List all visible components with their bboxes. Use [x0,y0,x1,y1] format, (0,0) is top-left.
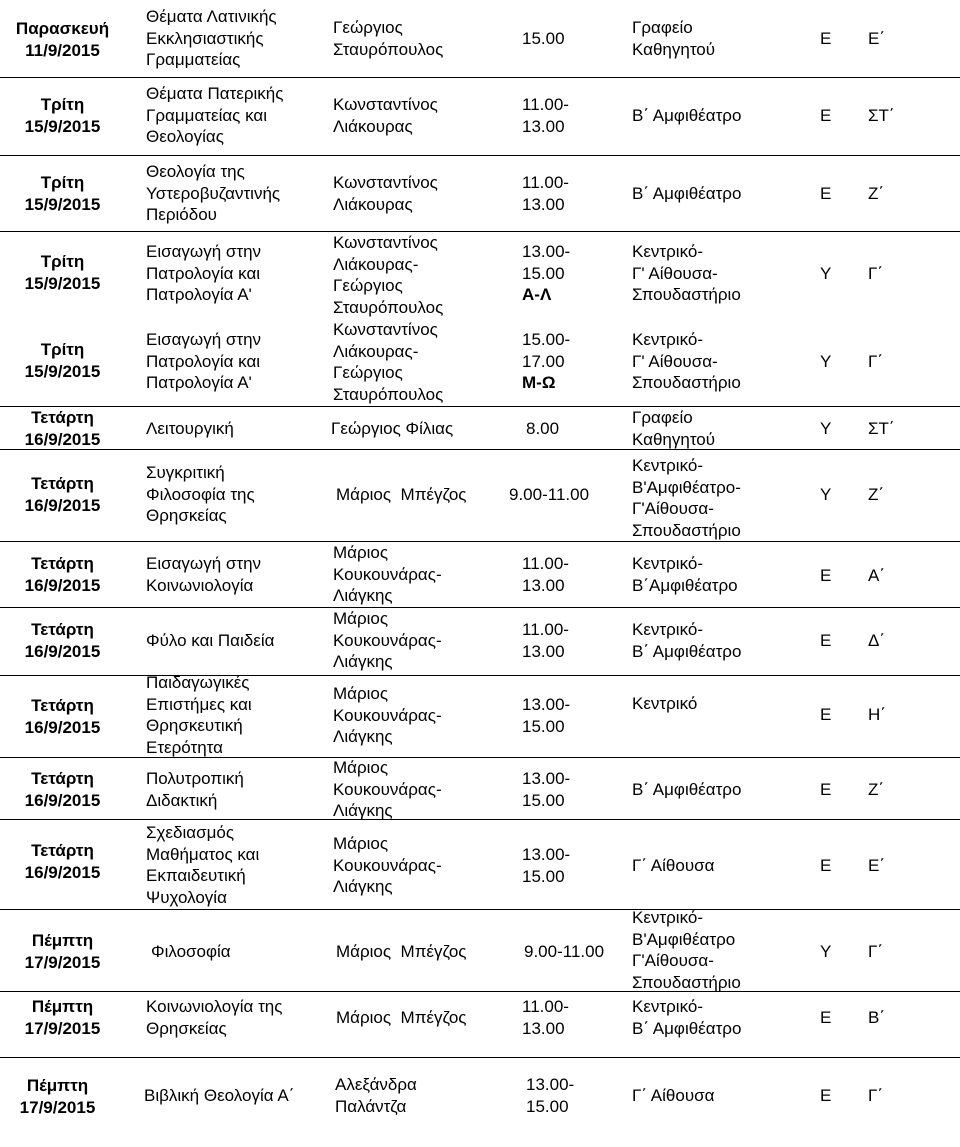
exam-time: 15.00 [522,29,565,48]
course-semester: ΣΤ΄ [868,106,895,125]
professor-name: Γεώργιος Φίλιας [331,419,454,438]
professor-name: Κωνσταντίνος Λιάκουρας [333,173,438,214]
table-row [0,450,960,542]
exam-time: 13.00- 15.00 [526,1075,575,1116]
exam-date: Τετάρτη 16/9/2015 [24,554,101,595]
table-row [0,232,960,319]
table-row [0,758,960,820]
exam-date: Τρίτη 15/9/2015 [24,252,101,293]
course-semester: Γ΄ [868,1086,884,1105]
course-title: Παιδαγωγικές Επιστήμες και Θρησκευτική Ετερότητα [146,673,252,757]
exam-time: 13.00- 15.00 [522,769,571,810]
course-title: Σχεδιασμός Μαθήματος και Εκπαιδευτική Ψυχολογία [146,823,260,907]
course-title: Λειτουργική [146,419,234,438]
professor-name: Κωνσταντίνος Λιάκουρας [333,95,438,136]
course-semester: Ζ΄ [868,184,885,203]
course-semester: Ζ΄ [868,485,885,504]
exam-date: Πέμπτη 17/9/2015 [24,997,101,1038]
course-type: Ε [820,29,832,48]
course-type: Ε [820,780,832,799]
course-type: Ε [820,856,832,875]
exam-time: 11.00- 13.00 [522,997,569,1038]
exam-date: Τετάρτη 16/9/2015 [24,620,101,661]
course-type: Υ [820,352,832,371]
table-row [0,0,960,78]
professor-name: Γεώργιος Σταυρόπουλος [333,18,444,59]
table-row [0,673,960,758]
table-row [0,156,960,232]
exam-room: Κεντρικό- Γ' Αίθουσα- Σπουδαστήριο [632,330,741,392]
exam-room: Κεντρικό- Β΄Αμφιθέατρο [632,554,738,595]
table-row [0,910,960,992]
table-row [0,820,960,910]
exam-room: Κεντρικό- Γ' Αίθουσα- Σπουδαστήριο [632,242,741,304]
exam-room: Κεντρικό- Β'Αμφιθέατρο- Γ'Αίθουσα- Σπουδαστήριο [632,456,741,540]
table-row [0,319,960,407]
exam-date: Τρίτη 15/9/2015 [24,340,101,381]
exam-date: Τρίτη 15/9/2015 [24,95,101,136]
course-title: Εισαγωγή στην Πατρολογία και Πατρολογία Α' [146,330,262,392]
exam-room: Β΄ Αμφιθέατρο [632,184,742,203]
course-type: Ε [820,1086,832,1105]
course-semester: Γ΄ [868,352,884,371]
course-title: Θέματα Πατερικής Γραμματείας και Θεολογίας [146,84,284,146]
exam-date: Τετάρτη 16/9/2015 [24,841,101,882]
course-type: Ε [820,184,832,203]
course-title: Συγκριτική Φιλοσοφία της Θρησκείας [146,463,255,525]
exam-room: Β΄ Αμφιθέατρο [632,780,742,799]
professor-name: Μάριος Μπέγζος [336,485,467,504]
course-semester: Γ΄ [868,942,884,961]
course-title: Πολυτροπική Διδακτική [146,769,244,810]
professor-name: Μάριος Κουκουνάρας- Λιάγκης [333,758,442,820]
exam-date: Τετάρτη 16/9/2015 [24,696,101,737]
course-semester: Β΄ [868,1008,885,1027]
course-semester: Ε΄ [868,29,885,48]
exam-time: 9.00-11.00 [509,485,590,504]
exam-room: Κεντρικό- Β΄ Αμφιθέατρο [632,620,742,661]
professor-name: Μάριος Μπέγζος [336,942,467,961]
course-semester: Ζ΄ [868,780,885,799]
table-row [0,542,960,608]
exam-date: Παρασκευή 11/9/2015 [15,19,110,60]
exam-time: 8.00 [526,419,560,438]
course-semester: Δ΄ [868,631,886,650]
exam-date: Τετάρτη 16/9/2015 [24,408,101,449]
course-semester: Α΄ [868,566,885,585]
table-row [0,407,960,450]
course-semester: Γ΄ [868,264,884,283]
course-title: Εισαγωγή στην Κοινωνιολογία [146,554,262,595]
course-type: Υ [820,485,832,504]
course-type: Υ [820,942,832,961]
exam-time: 9.00-11.00 [524,942,605,961]
exam-time: 13.00- 15.00 [522,845,571,886]
course-title: Φύλο και Παιδεία [146,631,275,650]
course-type: Ε [820,106,832,125]
student-group: Μ-Ω [522,373,556,392]
exam-room: Κεντρικό- Β'Αμφιθέατρο Γ'Αίθουσα- Σπουδαστήριο [632,908,741,992]
exam-time: 13.00- 15.00 [522,695,571,736]
professor-name: Μάριος Κουκουνάρας- Λιάγκης [333,834,442,896]
professor-name: Μάριος Μπέγζος [336,1008,467,1027]
course-semester: Ε΄ [868,856,885,875]
course-type: Ε [820,566,832,585]
course-title: Βιβλική Θεολογία Α΄ [144,1086,295,1105]
exam-date: Πέμπτη 17/9/2015 [24,931,101,972]
course-title: Κοινωνιολογία της Θρησκείας [146,997,283,1038]
course-title: Θέματα Λατινικής Εκκλησιαστικής Γραμματείας [146,7,277,69]
exam-time: 15.00- 17.00 [522,330,571,371]
exam-room: Κεντρικό [632,694,698,713]
table-row [0,992,960,1058]
exam-room: Γ΄ Αίθουσα [632,1086,715,1105]
professor-name: Κωνσταντίνος Λιάκουρας- Γεώργιος Σταυρόπουλος [333,320,444,404]
exam-date: Τετάρτη 16/9/2015 [24,769,101,810]
exam-room: Γ΄ Αίθουσα [632,856,715,875]
exam-room: Β΄ Αμφιθέατρο [632,106,742,125]
course-title: Θεολογία της Υστεροβυζαντινής Περιόδου [146,162,281,224]
exam-date: Τρίτη 15/9/2015 [24,173,101,214]
exam-room: Γραφείο Καθηγητού [632,408,716,449]
professor-name: Αλεξάνδρα Παλάντζα [335,1075,417,1116]
course-semester: Η΄ [868,705,886,724]
student-group: Α-Λ [522,285,552,304]
exam-time: 11.00- 13.00 [522,620,569,661]
course-type: Ε [820,631,832,650]
exam-time: 13.00- 15.00 [522,242,571,283]
course-semester: ΣΤ΄ [868,419,895,438]
exam-date: Πέμπτη 17/9/2015 [19,1076,96,1117]
table-row [0,608,960,676]
exam-room: Κεντρικό- Β΄ Αμφιθέατρο [632,997,742,1038]
table-row [0,1058,960,1147]
exam-time: 11.00- 13.00 [522,554,569,595]
exam-room: Γραφείο Καθηγητού [632,18,716,59]
professor-name: Μάριος Κουκουνάρας- Λιάγκης [333,609,442,671]
course-type: Υ [820,419,832,438]
course-title: Εισαγωγή στην Πατρολογία και Πατρολογία Α' [146,242,262,304]
professor-name: Μάριος Κουκουνάρας- Λιάγκης [333,684,442,746]
course-type: Ε [820,705,832,724]
professor-name: Κωνσταντίνος Λιάκουρας- Γεώργιος Σταυρόπουλος [333,233,444,317]
exam-date: Τετάρτη 16/9/2015 [24,474,101,515]
exam-time: 11.00- 13.00 [522,95,569,136]
professor-name: Μάριος Κουκουνάρας- Λιάγκης [333,543,442,605]
course-title: Φιλοσοφία [151,942,231,961]
course-type: Ε [820,1008,832,1027]
course-type: Υ [820,264,832,283]
exam-time: 11.00- 13.00 [522,173,569,214]
table-row [0,78,960,156]
